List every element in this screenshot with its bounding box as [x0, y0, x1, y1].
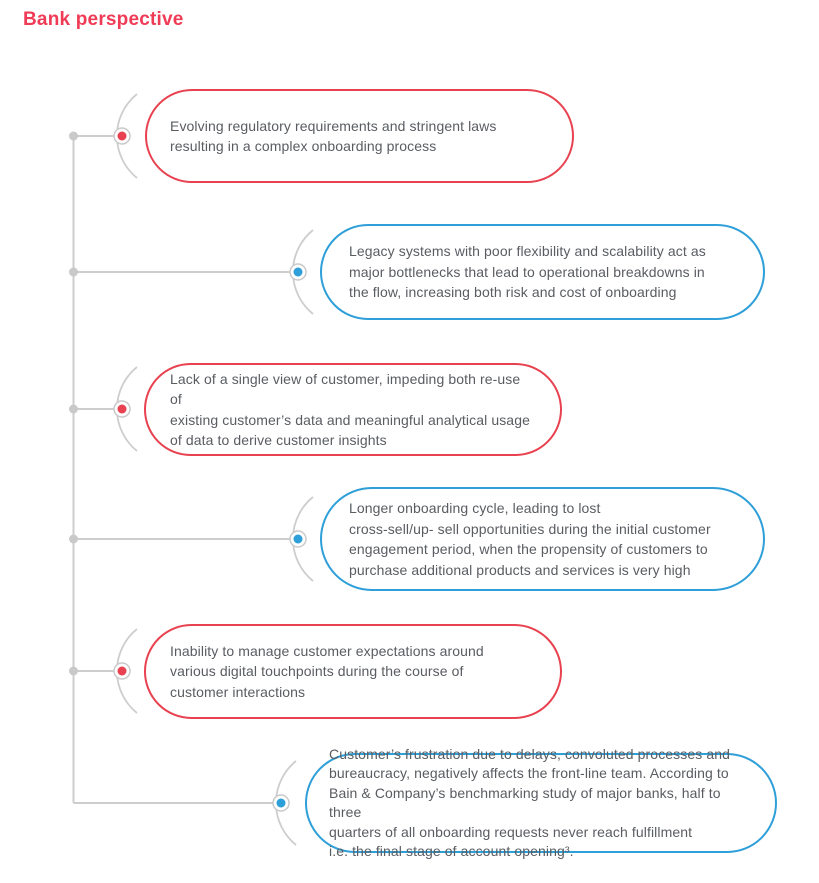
pill-text: Lack of a single view of customer, impeding both re-use of existing customer’s data and meaningful analytical usage of data to derive customer insights — [170, 370, 530, 448]
pill-text: Legacy systems with poor flexibility and scalability act as major bottlenecks that lead to operational breakdowns in the flow, increasing both risk and cost of onboarding — [349, 243, 706, 301]
node-dot-red-1 — [114, 128, 130, 144]
node-dot-blue-2 — [290, 264, 306, 280]
junction-dot-5 — [69, 667, 78, 676]
node-dot-red-5 — [114, 663, 130, 679]
perspective-pill-legacy-systems — [320, 224, 765, 320]
perspective-pill-onboarding-cycle — [320, 487, 765, 591]
perspective-pill-expectations — [144, 624, 562, 719]
pill-text: Customer’s frustration due to delays, convoluted processes and bureaucracy, negatively affects the front-line team. According to Bain & Company’s benchmarking study of major banks, half to three quarters of all onboarding requests never reach fulfillment i.e. the final stage of account opening³. — [329, 745, 731, 859]
pill-text: Evolving regulatory requirements and stringent laws resulting in a complex onboarding process — [170, 117, 497, 154]
perspective-pill-single-view — [144, 363, 562, 456]
pill-text: Inability to manage customer expectations around various digital touchpoints during the course of customer interactions — [170, 642, 484, 700]
pill-text: Longer onboarding cycle, leading to lost cross-sell/up- sell opportunities during the initial customer engagement period, when the propensity of customers to purchase additional products and services is very high — [349, 500, 711, 578]
perspective-pill-regulatory — [145, 89, 574, 183]
node-dot-red-3 — [114, 401, 130, 417]
junction-dot-1 — [69, 132, 78, 141]
node-dot-blue-6 — [273, 795, 289, 811]
page-title: Bank perspective — [23, 9, 184, 30]
junction-dot-2 — [69, 268, 78, 277]
perspective-pill-frustration — [305, 745, 777, 859]
node-dot-blue-4 — [290, 531, 306, 547]
junction-dot-3 — [69, 405, 78, 414]
junction-dot-4 — [69, 535, 78, 544]
